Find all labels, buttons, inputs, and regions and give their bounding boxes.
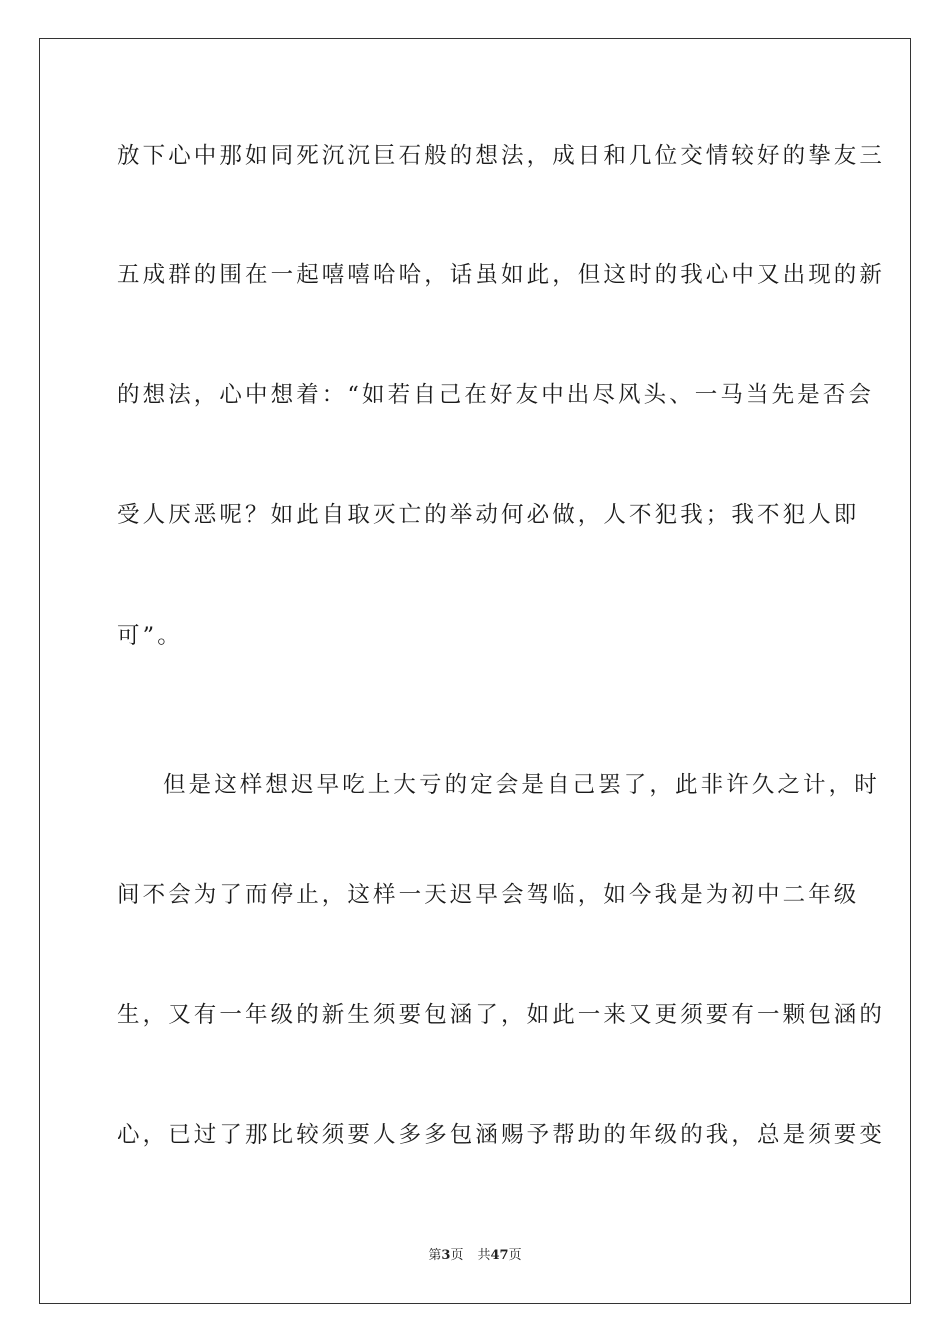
text-line: 受人厌恶呢？如此自取灭亡的举动何必做，人不犯我；我不犯人即 bbox=[117, 502, 860, 528]
text-line: 放下心中那如同死沉沉巨石般的想法，成日和几位交情较好的挚友三 bbox=[117, 143, 886, 169]
text-line: 间不会为了而停止，这样一天迟早会驾临，如今我是为初中二年级 bbox=[117, 882, 860, 908]
page-footer bbox=[0, 1247, 950, 1265]
paragraph-first-line: 但是这样想迟早吃上大亏的定会是自己罢了，此非许久之计，时 bbox=[163, 772, 880, 798]
text-line: 的想法，心中想着：“如若自己在好友中出尽风头、一马当先是否会 bbox=[117, 382, 875, 408]
page-border bbox=[39, 38, 911, 1304]
text-line: 五成群的围在一起嘻嘻哈哈，话虽如此，但这时的我心中又出现的新 bbox=[117, 262, 886, 288]
text-line: 可”。 bbox=[117, 623, 183, 649]
text-line: 生，又有一年级的新生须要包涵了，如此一来又更须要有一颗包涵的 bbox=[117, 1002, 886, 1028]
text-line: 心，已过了那比较须要人多多包涵赐予帮助的年级的我，总是须要变 bbox=[117, 1122, 886, 1148]
page-number-label: 第3页 bbox=[428, 1248, 464, 1263]
total-pages-label: 共47页 bbox=[477, 1248, 522, 1263]
